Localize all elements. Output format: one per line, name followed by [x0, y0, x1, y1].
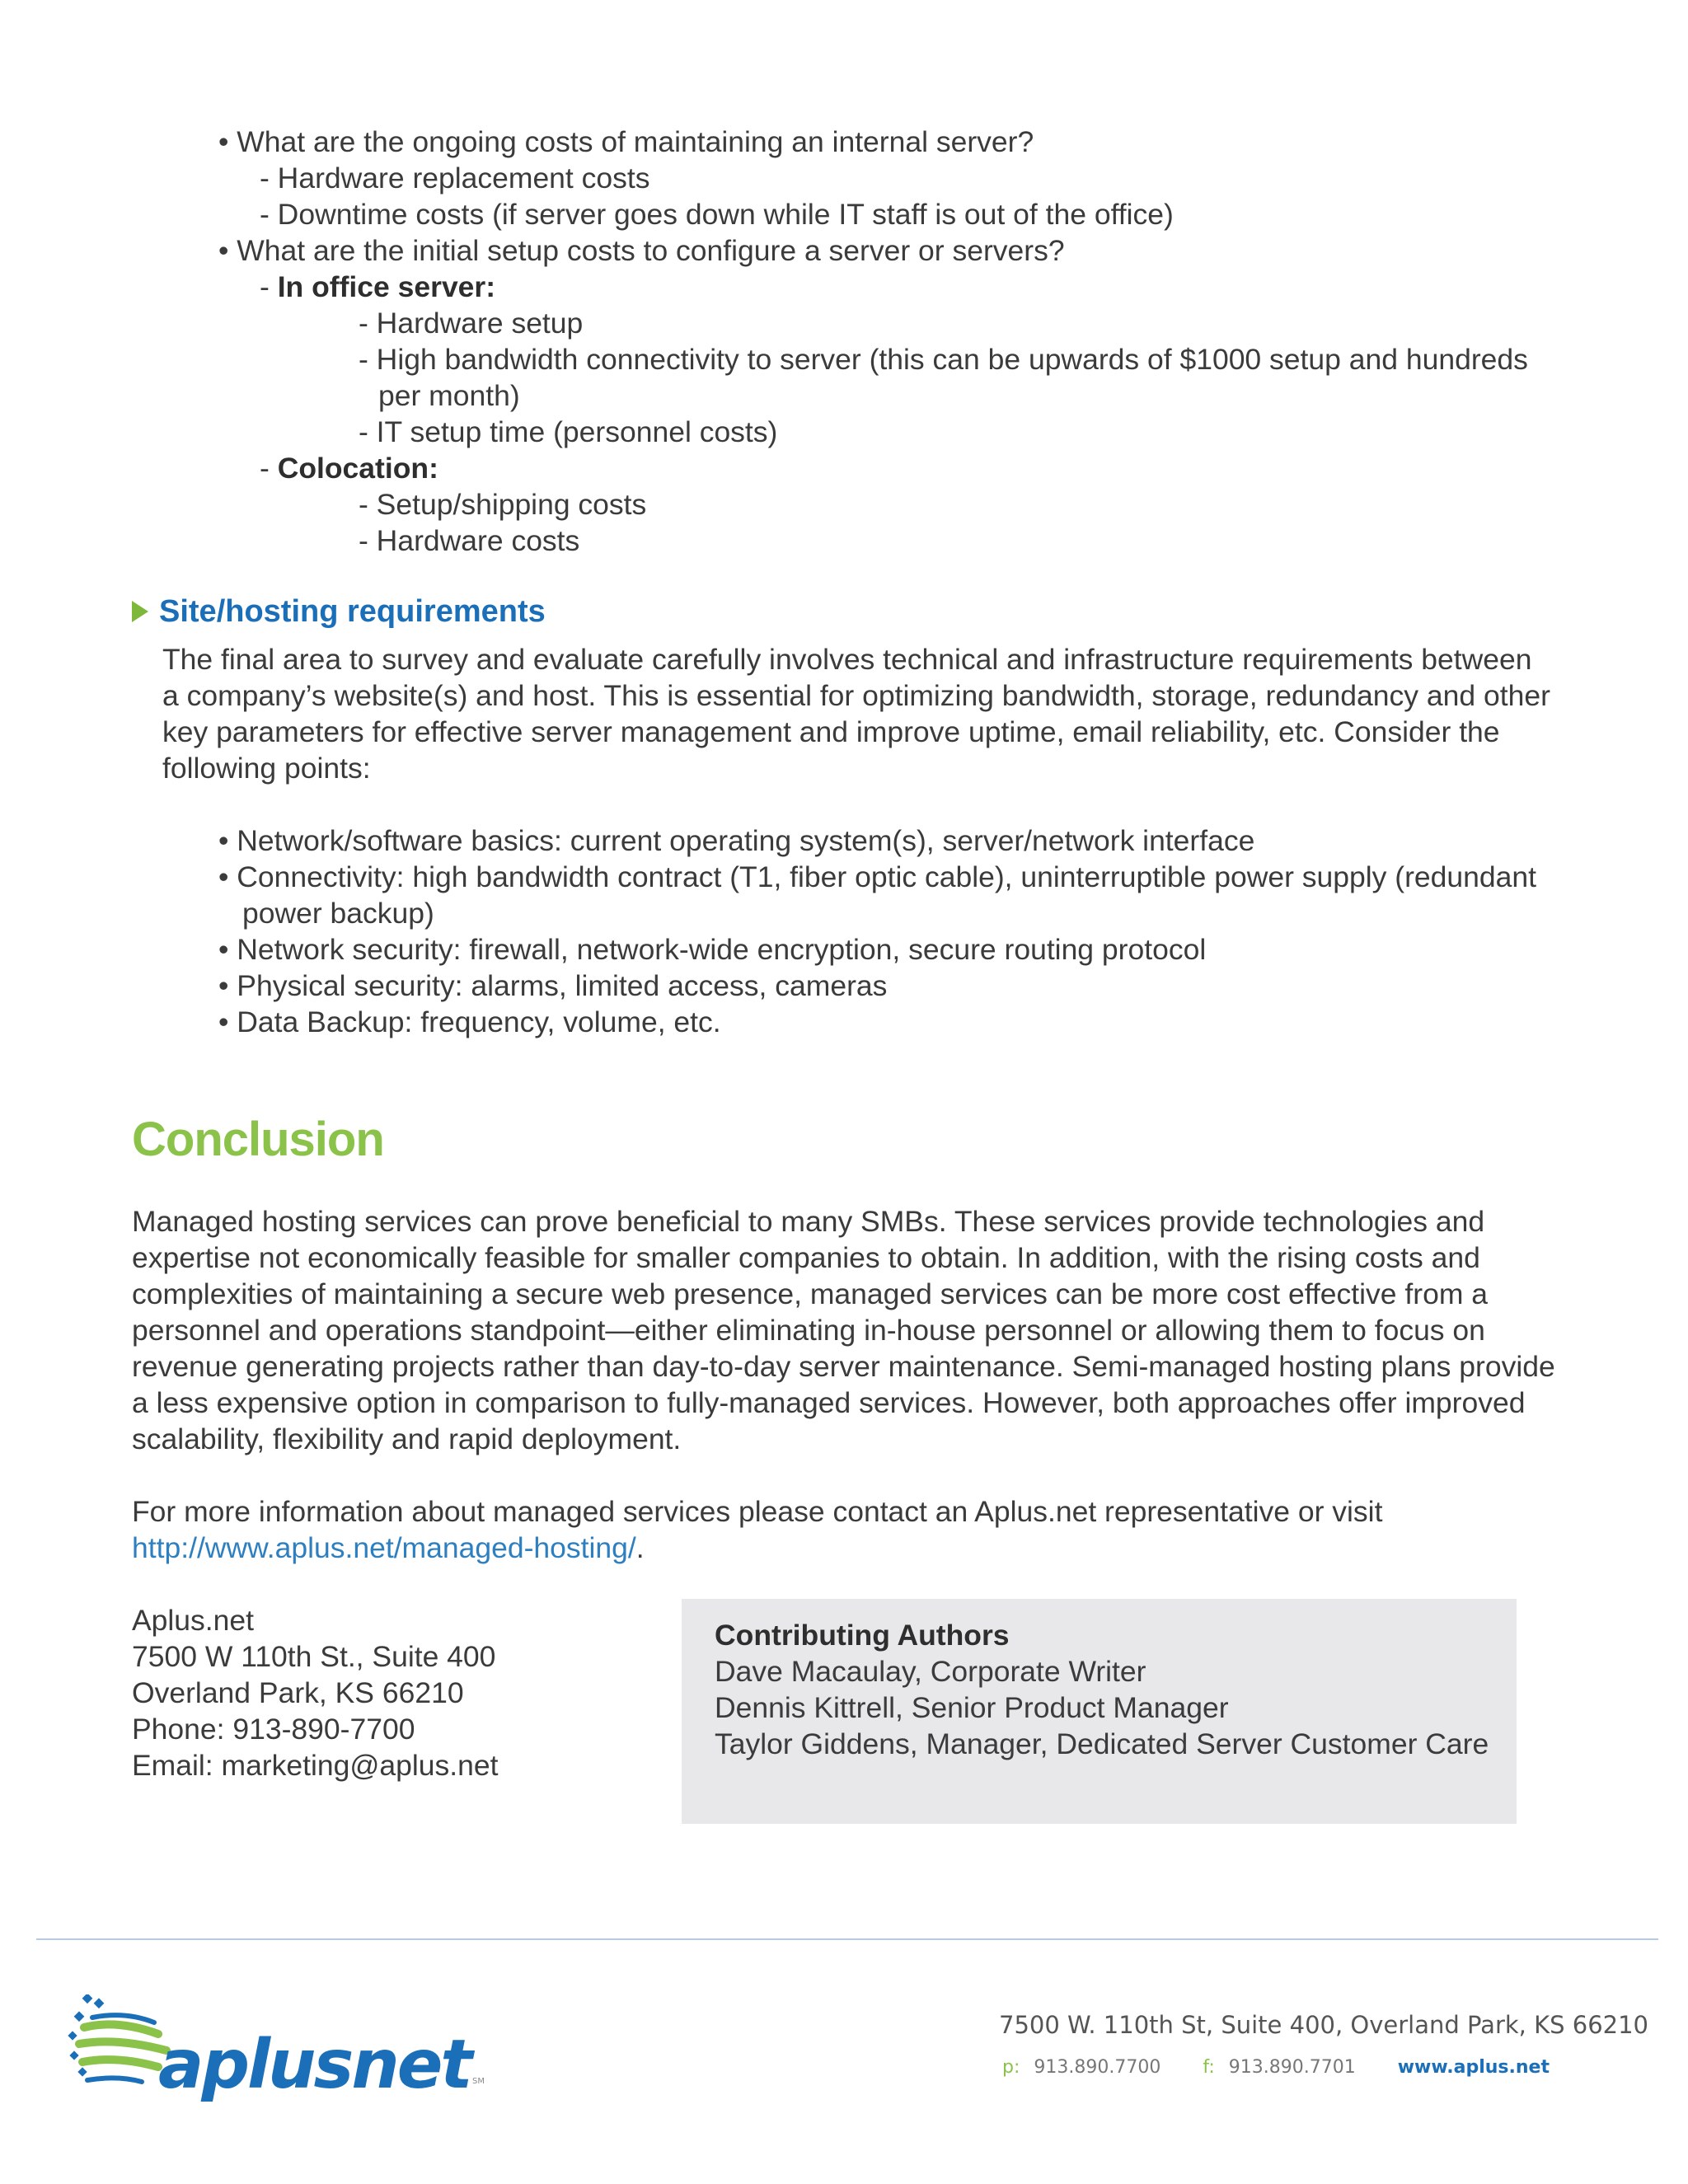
author-entry: Dave Macaulay, Corporate Writer	[715, 1655, 1146, 1688]
colocation-label	[260, 450, 438, 486]
conclusion-paragraph-line: scalability, flexibility and rapid deployment.	[132, 1422, 682, 1455]
dash-prefix: -	[260, 270, 278, 303]
conclusion-paragraph-line: Managed hosting services can prove beneficial to many SMBs. These services provide technologies and	[132, 1205, 1485, 1238]
cost-item: - Downtime costs (if server goes down while IT staff is out of the office)	[260, 198, 1174, 231]
conclusion-heading: Conclusion	[132, 1113, 384, 1166]
site-hosting-bullet: • Physical security: alarms, limited access, cameras	[218, 969, 888, 1002]
contact-email: Email: marketing@aplus.net	[132, 1749, 499, 1782]
author-entry: Dennis Kittrell, Senior Product Manager	[715, 1691, 1229, 1724]
conclusion-paragraph-line: a less expensive option in comparison to fully-managed services. However, both approaches offer improved	[132, 1386, 1526, 1419]
conclusion-paragraph-line: revenue generating projects rather than day-to-day server maintenance. Semi-managed hosting plans provide	[132, 1350, 1555, 1383]
footer-contact-line	[1002, 2057, 1550, 2078]
site-hosting-paragraph-line: following points:	[162, 752, 371, 785]
more-info-text: For more information about managed services please contact an Aplus.net representative or visit	[132, 1495, 1383, 1528]
site-hosting-bullet: • Connectivity: high bandwidth contract (T1, fiber optic cable), uninterruptible power supply (redundant	[218, 860, 1536, 893]
footer-website-link[interactable]: www.aplus.net	[1397, 2057, 1550, 2078]
site-hosting-paragraph-line: The final area to survey and evaluate carefully involves technical and infrastructure requirements between	[162, 643, 1532, 676]
conclusion-paragraph-line: personnel and operations standpoint—either eliminating in-house personnel or allowing them to focus on	[132, 1314, 1485, 1347]
footer-address: 7500 W. 110th St, Suite 400, Overland Park, KS 66210	[999, 2011, 1648, 2039]
site-hosting-bullet: • Network security: firewall, network-wide encryption, secure routing protocol	[218, 933, 1207, 966]
in-office-server-label	[260, 269, 495, 305]
site-hosting-bullet: • Data Backup: frequency, volume, etc.	[218, 1005, 721, 1038]
in-office-item: - Hardware setup	[359, 307, 584, 340]
colocation-item: - Hardware costs	[359, 524, 580, 557]
site-hosting-bullet-continued: power backup)	[242, 897, 434, 930]
footer-phone: 913.890.7700	[1034, 2057, 1161, 2078]
cost-item: - Hardware replacement costs	[260, 162, 650, 194]
cost-question-ongoing: • What are the ongoing costs of maintaining an internal server?	[218, 125, 1034, 158]
dash-prefix: -	[260, 452, 278, 485]
in-office-item: - IT setup time (personnel costs)	[359, 415, 778, 448]
managed-hosting-link[interactable]: http://www.aplus.net/managed-hosting/	[132, 1531, 636, 1564]
footer-divider	[36, 1938, 1658, 1940]
footer-fax: 913.890.7701	[1228, 2057, 1356, 2078]
authors-title: Contributing Authors	[715, 1619, 1010, 1652]
contact-phone: Phone: 913-890-7700	[132, 1713, 415, 1746]
contact-street: 7500 W 110th St., Suite 400	[132, 1640, 496, 1673]
in-office-server-title: In office server:	[277, 270, 496, 303]
colocation-item: - Setup/shipping costs	[359, 488, 647, 521]
phone-label: p:	[1002, 2057, 1020, 2078]
site-hosting-bullet: • Network/software basics: current operating system(s), server/network interface	[218, 824, 1255, 857]
site-hosting-paragraph-line: a company’s website(s) and host. This is essential for optimizing bandwidth, storage, redundancy and other	[162, 679, 1550, 712]
conclusion-paragraph-line: expertise not economically feasible for smaller companies to obtain. In addition, with the rising costs and	[132, 1241, 1480, 1274]
fax-label: f:	[1203, 2057, 1215, 2078]
logo-wordmark: aplusnet	[158, 2026, 471, 2104]
cost-question-setup: • What are the initial setup costs to configure a server or servers?	[218, 234, 1065, 267]
contact-company: Aplus.net	[132, 1604, 255, 1637]
conclusion-paragraph-line: complexities of maintaining a secure web presence, managed services can be more cost effective from a	[132, 1277, 1488, 1310]
in-office-item-continued: per month)	[378, 379, 520, 412]
contact-city: Overland Park, KS 66210	[132, 1676, 464, 1709]
link-suffix: .	[635, 1531, 645, 1564]
service-mark: SM	[472, 2077, 485, 2086]
more-info-link-line	[132, 1530, 645, 1566]
section-triangle-icon	[132, 601, 148, 622]
author-entry: Taylor Giddens, Manager, Dedicated Server Customer Care	[715, 1727, 1489, 1760]
in-office-item: - High bandwidth connectivity to server (this can be upwards of $1000 setup and hundreds	[359, 343, 1528, 376]
site-hosting-paragraph-line: key parameters for effective server management and improve uptime, email reliability, etc. Consider the	[162, 715, 1500, 748]
colocation-title: Colocation:	[277, 452, 438, 485]
site-hosting-heading: Site/hosting requirements	[159, 594, 546, 629]
